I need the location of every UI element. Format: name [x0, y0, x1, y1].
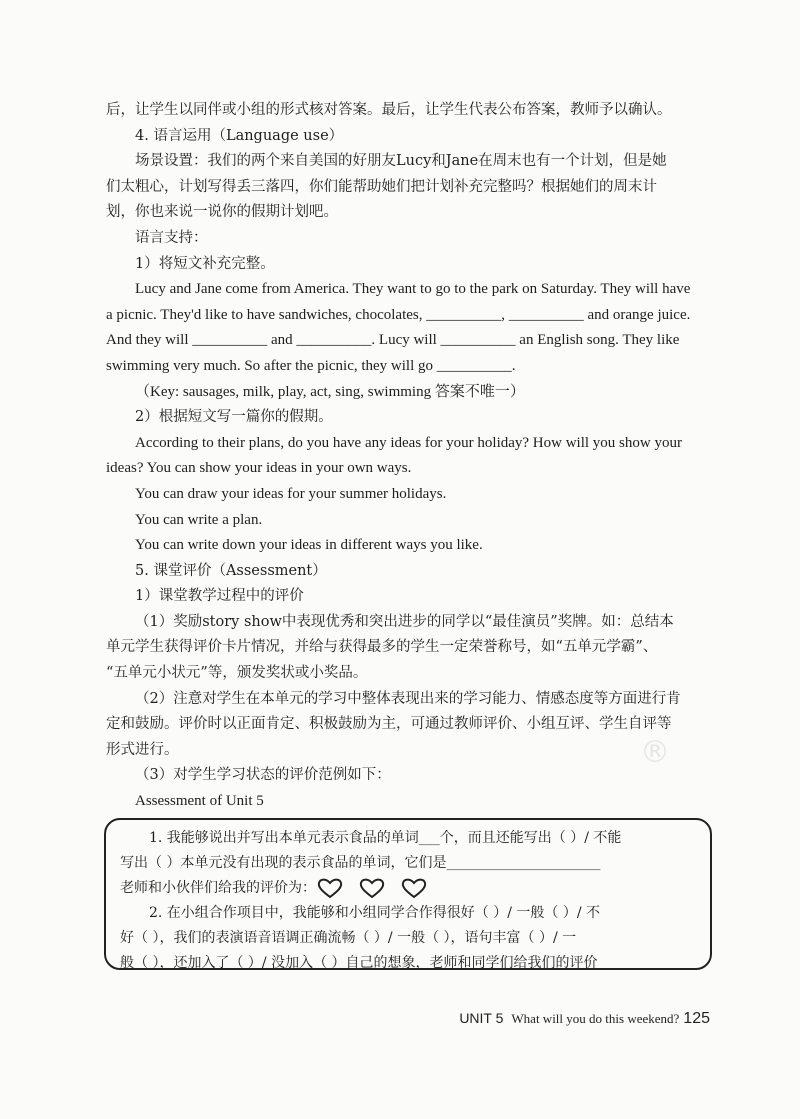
- text-line: 场景设置：我们的两个来自美国的好朋友Lucy和Jane在周末也有一个计划，但是她: [135, 153, 667, 170]
- text-line: 5. 课堂评价（Assessment）: [135, 562, 327, 579]
- text-line: （1）奖励story show中表现优秀和突出进步的同学以“最佳演员”奖牌。如：总结本: [135, 613, 674, 630]
- heart-icon[interactable]: [316, 877, 344, 899]
- text-line: 语言支持：: [135, 229, 208, 246]
- text-line: 2）根据短文写一篇你的假期。: [135, 409, 333, 426]
- assessment-item-2: 2. 在小组合作项目中，我能够和小组同学合作得很好（ ）/ 一般（ ）/ 不: [149, 905, 601, 921]
- text-line: “五单元小状元”等，颁发奖状或小奖品。: [106, 665, 368, 682]
- assessment-rating-row: [120, 876, 710, 901]
- assessment-item-2-cont2: 般（ ），还加入了（ ）/ 没加入（ ）自己的想象，老师和同学们给我们的评价: [120, 955, 598, 971]
- text-line: 1）课堂教学过程中的评价: [135, 588, 304, 605]
- assessment-box: [104, 818, 712, 970]
- text-line: ideas? You can show your ideas in your own ways.: [106, 460, 412, 477]
- text-line: 后，让学生以同伴或小组的形式核对答案。最后，让学生代表公布答案，教师予以确认。: [106, 102, 672, 118]
- text-line: And they will __________ and __________. Lucy will __________ an English song. They like: [106, 332, 680, 349]
- text-line: a picnic. They'd like to have sandwiches, chocolates, __________, __________ and orange juice.: [106, 306, 691, 323]
- text-line: 形式进行。: [106, 741, 179, 758]
- text-line: 定和鼓励。评价时以正面肯定、积极鼓励为主，可通过教师评价、小组互评、学生自评等: [106, 716, 672, 733]
- footer-unit: UNIT 5: [459, 1010, 504, 1026]
- text-line: （3）对学生学习状态的评价范例如下：: [135, 767, 391, 784]
- document-body: [106, 98, 712, 815]
- assessment-item-1-cont: 写出（ ）本单元没有出现的表示食品的单词，它们是______________________: [120, 855, 601, 871]
- assessment-item-2-cont: 好（ ），我们的表演语音语调正确流畅（ ）/ 一般（ ），语句丰富（ ）/ 一: [120, 930, 577, 946]
- heart-icon[interactable]: [358, 877, 386, 899]
- text-line: 单元学生获得评价卡片情况，并给与获得最多的学生一定荣誉称号，如“五单元学霸”、: [106, 639, 658, 656]
- page-number: 125: [683, 1010, 710, 1027]
- text-line: （2）注意对学生在本单元的学习中整体表现出来的学习能力、情感态度等方面进行肯: [135, 690, 681, 707]
- text-line: 1）将短文补充完整。: [135, 255, 275, 272]
- text-line: （Key: sausages, milk, play, act, sing, swimming 答案不唯一）: [135, 383, 525, 400]
- assessment-item-1: 1. 我能够说出并写出本单元表示食品的单词___个，而且还能写出（ ）/ 不能: [149, 830, 622, 846]
- text-line: According to their plans, do you have any ideas for your holiday? How will you show your: [135, 434, 682, 451]
- registered-watermark: ®: [640, 735, 670, 770]
- footer-title: What will you do this weekend?: [511, 1011, 680, 1026]
- page-footer: [459, 1010, 710, 1028]
- text-line: Assessment of Unit 5: [135, 793, 264, 810]
- text-line: swimming very much. So after the picnic, they will go __________.: [106, 357, 516, 374]
- text-line: 们太粗心，计划写得丢三落四，你们能帮助她们把计划补充完整吗？根据她们的周末计: [106, 178, 657, 195]
- text-line: Lucy and Jane come from America. They want to go to the park on Saturday. They will have: [135, 281, 691, 298]
- text-line: 划，你也来说一说你的假期计划吧。: [106, 204, 338, 221]
- text-line: You can draw your ideas for your summer holidays.: [135, 485, 447, 502]
- text-line: 4. 语言运用（Language use）: [135, 127, 344, 144]
- text-line: You can write a plan.: [135, 511, 263, 528]
- rating-label: 老师和小伙伴们给我的评价为：: [120, 880, 316, 896]
- heart-icon[interactable]: [400, 877, 428, 899]
- text-line: You can write down your ideas in different ways you like.: [135, 537, 483, 554]
